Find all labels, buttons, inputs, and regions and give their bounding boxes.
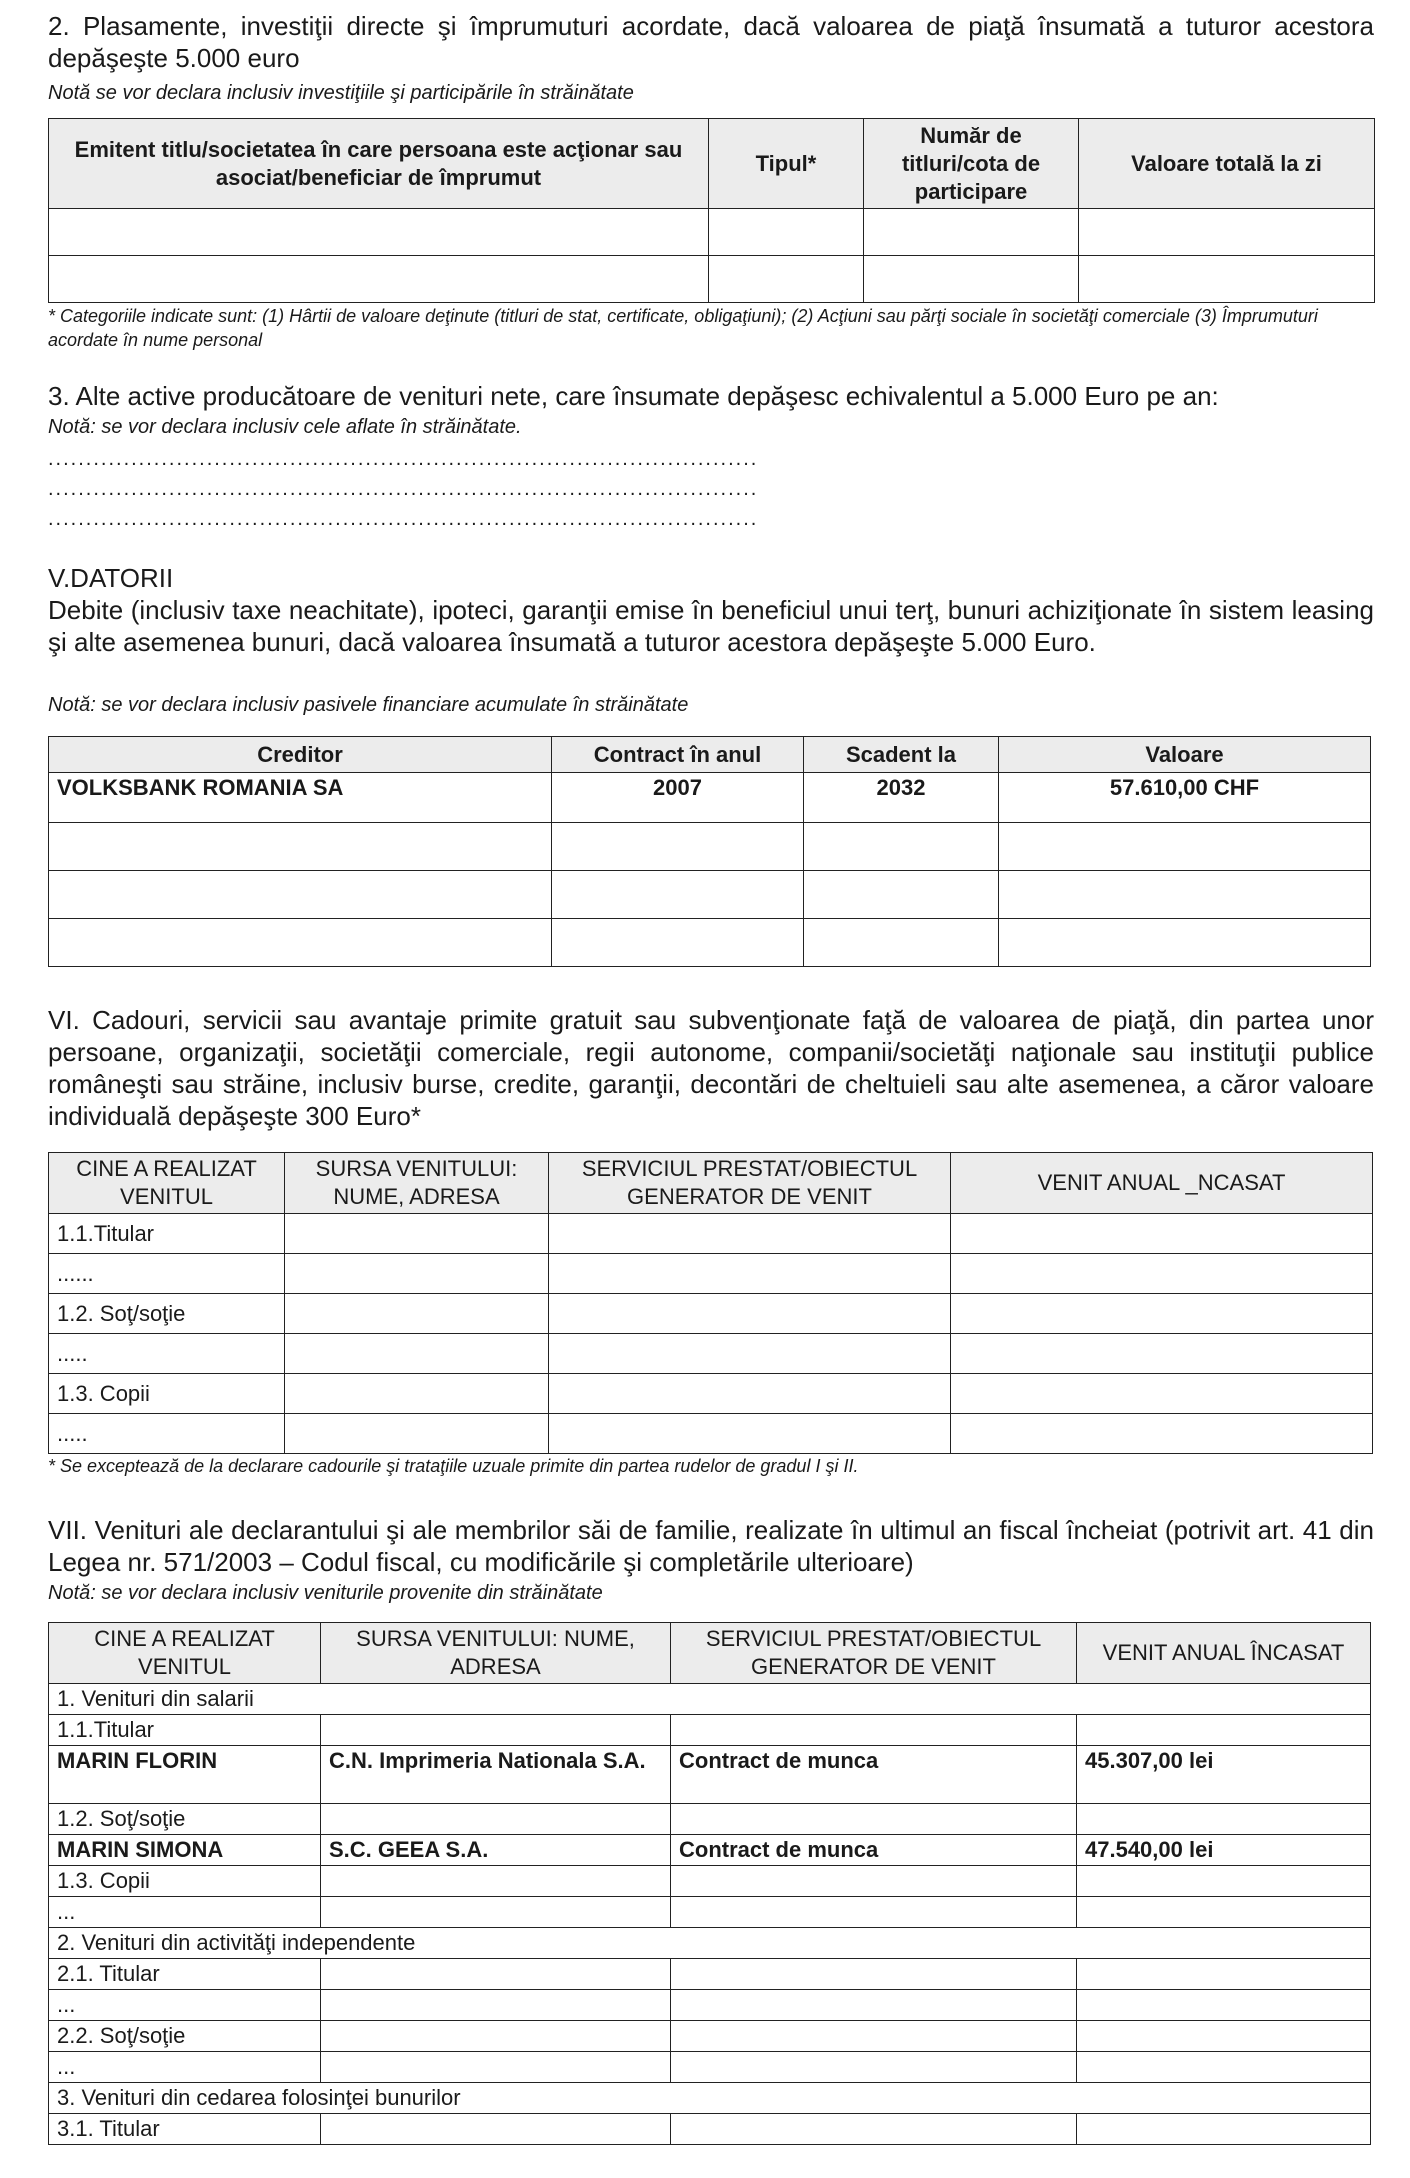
row-label: 1.3. Copii (49, 1374, 285, 1414)
table-row (49, 1254, 1373, 1294)
dotted-line: .............................................................................................. (48, 508, 759, 530)
dotted-line: .............................................................................................. (48, 478, 759, 500)
row-label: ... (49, 1897, 321, 1928)
table-row (49, 1804, 1371, 1835)
header-numar-titluri: Număr de titluri/cota de participare (864, 119, 1079, 209)
table-row (49, 2021, 1371, 2052)
valoare-cell: 57.610,00 CHF (999, 773, 1371, 823)
header-creditor: Creditor (49, 737, 552, 773)
dotted-line: .............................................................................................. (48, 448, 759, 470)
venituri-note: Notă: se vor declara inclusiv veniturile provenite din străinătate (48, 1582, 603, 1604)
header-cine-realizat: CINE A REALIZAT VENITUL (49, 1153, 285, 1214)
plasamente-heading: 2. Plasamente, investiţii directe şi împrumuturi acordate, dacă valoarea de piaţă însumată a tuturor acestora depăşeşte 5.000 euro (48, 11, 1374, 73)
section-row (49, 1684, 1371, 1715)
row-label: 1.1.Titular (49, 1715, 321, 1746)
section-label: 3. Venituri din cedarea folosinţei bunurilor (49, 2083, 1371, 2114)
sot-service: Contract de munca (671, 1835, 1077, 1866)
scadent-cell: 2032 (804, 773, 999, 823)
venituri-table (48, 1622, 1371, 2145)
table-row (49, 823, 1371, 871)
row-label: ...... (49, 1254, 285, 1294)
header-valoare-totala: Valoare totală la zi (1079, 119, 1375, 209)
header-sursa-venitului: SURSA VENITULUI: NUME, ADRESA (321, 1623, 671, 1684)
venituri-heading: VII. Venituri ale declarantului şi ale membrilor săi de familie, realizate în ultimul an fiscal încheiat (potrivit art. 41 din Legea nr. 571/2003 – Codul fiscal, cu modificările şi completările ulterioare) (48, 1515, 1374, 1577)
table-row (49, 919, 1371, 967)
cadouri-heading: VI. Cadouri, servicii sau avantaje primite gratuit sau subvenţionate faţă de valoarea de piaţă, din partea unor persoane, organizaţii, societăţii comerciale, regii autonome, companii/societăţi naţionale sau instituţii publice româneşti sau străine, inclusiv burse, credite, garanţii, decontări de cheltuieli sau alte asemenea, a căror valoare individuală depăşeşte 300 Euro* (48, 1005, 1374, 1131)
table-row (49, 2052, 1371, 2083)
row-label: ..... (49, 1414, 285, 1454)
titular-service: Contract de munca (671, 1746, 1077, 1804)
creditor-cell: VOLKSBANK ROMANIA SA (49, 773, 552, 823)
datorii-title: V.DATORII (48, 563, 174, 593)
header-scadent: Scadent la (804, 737, 999, 773)
table-row (49, 871, 1371, 919)
table-row (49, 1835, 1371, 1866)
contract-year-cell: 2007 (552, 773, 804, 823)
header-serviciul-prestat: SERVICIUL PRESTAT/OBIECTUL GENERATOR DE VENIT (671, 1623, 1077, 1684)
sot-income: 47.540,00 lei (1077, 1835, 1371, 1866)
row-label: 2.2. Soţ/soţie (49, 2021, 321, 2052)
titular-source: C.N. Imprimeria Nationala S.A. (321, 1746, 671, 1804)
table-row (49, 1897, 1371, 1928)
table-row (49, 1959, 1371, 1990)
row-label: 2.1. Titular (49, 1959, 321, 1990)
section-row (49, 1928, 1371, 1959)
cadouri-table (48, 1152, 1373, 1454)
plasamente-note: Notă se vor declara inclusiv investiţiile şi participările în străinătate (48, 82, 634, 104)
row-label: 3.1. Titular (49, 2114, 321, 2145)
plasamente-footnote: * Categoriile indicate sunt: (1) Hârtii de valoare deţinute (titluri de stat, certificate, obligaţiuni); (2) Acţiuni sau părţi sociale în societăţi comerciale (3) Împrumuturi acordate în nume personal (48, 306, 1318, 350)
header-emitent: Emitent titlu/societatea în care persoana este acţionar sau asociat/beneficiar de împrumut (49, 119, 709, 209)
header-tipul: Tipul* (709, 119, 864, 209)
section-label: 2. Venituri din activităţi independente (49, 1928, 1371, 1959)
row-label: ..... (49, 1334, 285, 1374)
titular-name: MARIN FLORIN (49, 1746, 321, 1804)
header-sursa-venitului: SURSA VENITULUI: NUME, ADRESA (285, 1153, 549, 1214)
row-label: ... (49, 1990, 321, 2021)
header-venit-anual: VENIT ANUAL _NCASAT (951, 1153, 1373, 1214)
table-row (49, 1374, 1373, 1414)
row-label: 1.2. Soţ/soţie (49, 1804, 321, 1835)
header-valoare: Valoare (999, 737, 1371, 773)
datorii-text: Debite (inclusiv taxe neachitate), ipoteci, garanţii emise în beneficiul unui terţ, bunuri achiziţionate în sistem leasing şi alte asemenea bunuri, dacă valoarea însumată a tuturor acestora depăşeşte 5.000 Euro. (48, 595, 1374, 657)
table-row (49, 1866, 1371, 1897)
row-label: 1.2. Soţ/soţie (49, 1294, 285, 1334)
row-label: 1.3. Copii (49, 1866, 321, 1897)
alte-active-note: Notă: se vor declara inclusiv cele aflate în străinătate. (48, 416, 522, 438)
table-row (49, 1990, 1371, 2021)
table-row (49, 1294, 1373, 1334)
sot-name: MARIN SIMONA (49, 1835, 321, 1866)
table-row (49, 1414, 1373, 1454)
row-label: 1.1.Titular (49, 1214, 285, 1254)
table-row (49, 1214, 1373, 1254)
row-label: ... (49, 2052, 321, 2083)
header-venit-anual: VENIT ANUAL ÎNCASAT (1077, 1623, 1371, 1684)
table-row (49, 773, 1371, 823)
alte-active-heading: 3. Alte active producătoare de venituri nete, care însumate depăşesc echivalentul a 5.000 Euro pe an: (48, 381, 1219, 411)
header-contract-anul: Contract în anul (552, 737, 804, 773)
table-row (49, 1746, 1371, 1804)
titular-income: 45.307,00 lei (1077, 1746, 1371, 1804)
table-row (49, 1334, 1373, 1374)
cadouri-footnote: * Se exceptează de la declarare cadourile şi trataţiile uzuale primite din partea rudelor de gradul I şi II. (48, 1456, 859, 1476)
datorii-table (48, 736, 1371, 967)
plasamente-table (48, 118, 1375, 303)
table-row (49, 1715, 1371, 1746)
table-row (49, 256, 1375, 303)
header-serviciul-prestat: SERVICIUL PRESTAT/OBIECTUL GENERATOR DE VENIT (549, 1153, 951, 1214)
section-row (49, 2083, 1371, 2114)
datorii-note: Notă: se vor declara inclusiv pasivele financiare acumulate în străinătate (48, 694, 689, 716)
sot-source: S.C. GEEA S.A. (321, 1835, 671, 1866)
section-label: 1. Venituri din salarii (49, 1684, 1371, 1715)
header-cine-realizat: CINE A REALIZAT VENITUL (49, 1623, 321, 1684)
table-row (49, 209, 1375, 256)
table-row (49, 2114, 1371, 2145)
